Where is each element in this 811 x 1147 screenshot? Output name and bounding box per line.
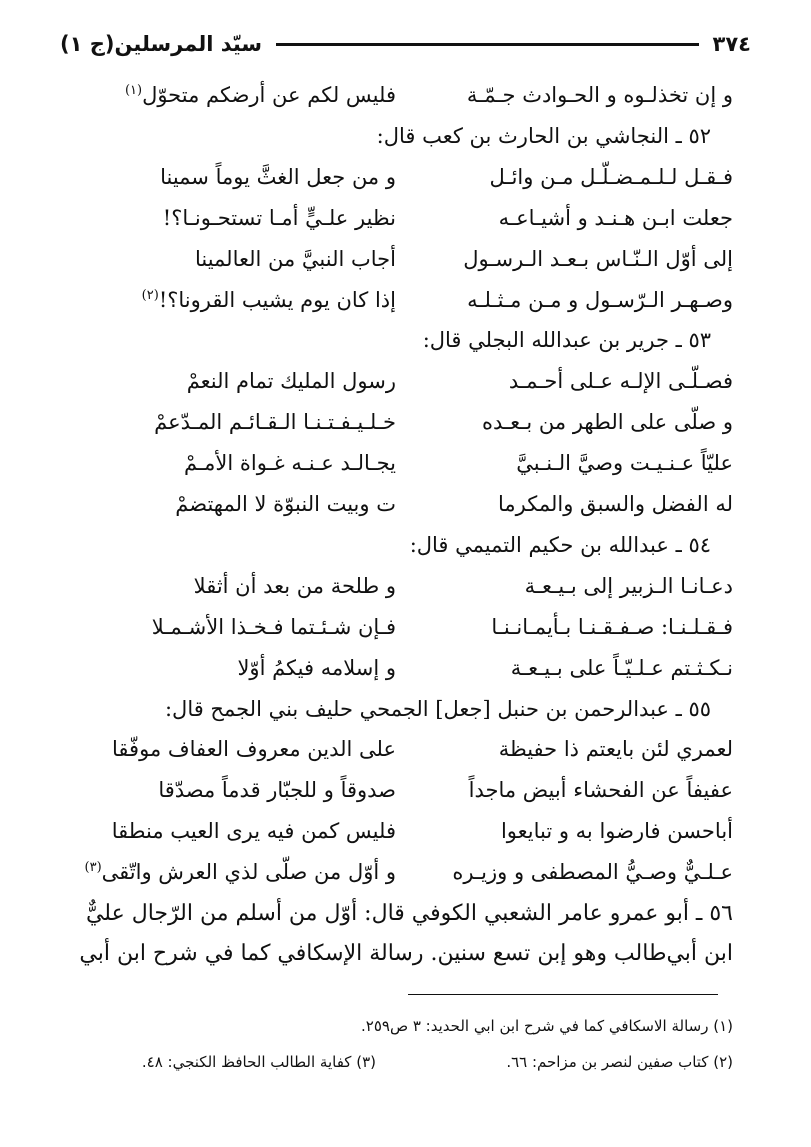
verse-line bbox=[70, 647, 733, 689]
verse-second-text: و طلحة من بعد أن أثقلا bbox=[193, 573, 396, 598]
prose-line: ابن أبي‌طالب وهو إبن تسع سنين. رسالة الإسكافي كما في شرح ابن أبي bbox=[79, 941, 733, 967]
verse-first-hemistich: وصـهـر الـرّسـول و مـن مـثـلـه bbox=[467, 287, 733, 312]
verse-second-text: صدوقاً و للجبّار قدماً مصدّقا bbox=[158, 778, 396, 803]
book-title: سيّد المرسلين(ج ١) bbox=[60, 32, 263, 56]
verse-second-hemistich bbox=[70, 206, 448, 230]
verse-line bbox=[70, 279, 733, 321]
verse-second-hemistich bbox=[70, 492, 448, 516]
verse-line bbox=[70, 156, 733, 198]
verse-second-hemistich bbox=[70, 656, 448, 680]
footnote-separator bbox=[408, 994, 718, 995]
verse-second-text: خـلـيـفـتـنـا الـقـائـم المـدّعمْ bbox=[154, 410, 396, 435]
verse-second-hemistich bbox=[70, 574, 448, 598]
verse-first-hemistich: إلى أوّل الـنّـاس بـعـد الـرسـول bbox=[463, 246, 733, 271]
verse-second-text: فليس كمن فيه يرى العيب منطقا bbox=[111, 819, 396, 844]
footnote-marker: (٣) bbox=[84, 860, 102, 876]
verse-line bbox=[70, 483, 733, 525]
verse-first-hemistich: نـكـثـتم عـلـيّـاً على بـيـعـة bbox=[510, 655, 733, 680]
footnote-marker: (٢) bbox=[141, 287, 159, 303]
page-number: ٣٧٤ bbox=[712, 32, 751, 56]
verse-line bbox=[70, 197, 733, 239]
verse-second-hemistich bbox=[70, 615, 448, 639]
verse-line bbox=[70, 810, 733, 852]
verse-second-hemistich bbox=[70, 451, 448, 475]
verse-second-text: ت وبيت النبوّة لا المهتضمْ bbox=[175, 492, 396, 516]
verse-first-hemistich: فـقـل لـلـمـضـلّـل مـن وائـل bbox=[489, 164, 733, 189]
verse-second-hemistich bbox=[70, 737, 448, 761]
verse-first-hemistich: أباحسن فارضوا به و تبايعوا bbox=[500, 819, 733, 844]
verse-first-hemistich: دعـانـا الـزبير إلى بـيـعـة bbox=[524, 573, 733, 598]
verse-second-text: على الدين معروف العفاف موفّقا bbox=[112, 737, 396, 762]
prose-line: ٥٦ ـ أبو عمرو عامر الشعبي الكوفي قال: أوّل من أسلم من الرّجال عليٌّ bbox=[85, 900, 733, 926]
verse-second-hemistich bbox=[70, 410, 448, 434]
verse-second-hemistich bbox=[70, 369, 448, 393]
verse-second-hemistich bbox=[70, 83, 448, 107]
verse-line bbox=[70, 360, 733, 402]
poet-heading: ٥٣ ـ جرير بن عبدالله البجلي قال: bbox=[422, 328, 711, 353]
page-header bbox=[60, 24, 751, 64]
verse-first-hemistich: و صلّى على الطهر من بـعـده bbox=[481, 410, 733, 435]
verse-second-hemistich bbox=[70, 165, 448, 189]
header-rule bbox=[276, 43, 698, 46]
verse-second-text: و من جعل الغثَّ يوماً سمينا bbox=[160, 164, 396, 189]
verse-first-hemistich: عليّاً عـنـيـت وصيَّ الـنـبيَّ bbox=[516, 451, 733, 476]
poet-heading: ٥٥ ـ عبدالرحمن بن حنبل [جعل] الجمحي حليف بني الجمح قال: bbox=[164, 696, 711, 721]
footnote-2: (٢) كتاب صفين لنصر بن مزاحم: ٦٦. bbox=[506, 1053, 733, 1071]
verse-second-text: أجاب النبيَّ من العالمينا bbox=[194, 246, 396, 271]
verse-first-hemistich: عـلـيٌّ وصـيُّ المصطفى و وزيـره bbox=[452, 860, 733, 885]
verse-second-text: إذا كان يوم يشيب القرونا؟! bbox=[158, 287, 396, 312]
verse-second-hemistich bbox=[70, 860, 448, 884]
verse-line bbox=[70, 74, 733, 116]
verse-line bbox=[70, 565, 733, 607]
verse-second-text: رسول المليك تمام النعمْ bbox=[186, 369, 396, 394]
verse-second-hemistich bbox=[70, 247, 448, 271]
footnote-3: (٣) كفاية الطالب الحافظ الكنجي: ٤٨. bbox=[141, 1053, 376, 1071]
verse-line bbox=[70, 606, 733, 648]
verse-first-hemistich: جعلت ابـن هـنـد و أشيـاعـه bbox=[498, 205, 733, 230]
verse-second-text: فـإن شـئـتما فـخـذا الأشـمـلا bbox=[151, 614, 396, 639]
verse-first-hemistich: و إن تخذلـوه و الحـوادث جـمّـة bbox=[466, 83, 733, 107]
verse-line bbox=[70, 401, 733, 443]
poet-heading: ٥٤ ـ عبدالله بن حكيم التميمي قال: bbox=[409, 532, 711, 557]
verse-first-hemistich: فصـلّـى الإلـه عـلى أحـمـد bbox=[508, 369, 733, 394]
verse-second-hemistich bbox=[70, 778, 448, 802]
verse-line bbox=[70, 238, 733, 280]
footnote-marker: (١) bbox=[124, 83, 143, 98]
footnote-1: (١) رسالة الاسكافي كما في شرح ابن ابي الحديد: ٣ ص٢٥٩. bbox=[360, 1017, 733, 1035]
verse-line bbox=[70, 769, 733, 811]
verse-first-hemistich: عفيفاً عن الفحشاء أبيض ماجداً bbox=[468, 778, 733, 803]
verse-line bbox=[70, 442, 733, 484]
verse-line bbox=[70, 728, 733, 770]
verse-first-hemistich: لعمري لئن بايعتم ذا حفيظة bbox=[498, 737, 733, 762]
verse-second-text: يجـالـد عـنـه غـواة الأمـمْ bbox=[184, 451, 396, 476]
verse-second-hemistich bbox=[70, 288, 448, 312]
verse-second-text: فليس لكم عن أرضكم متحوّل bbox=[142, 83, 396, 107]
verse-second-hemistich bbox=[70, 819, 448, 843]
verse-second-text: نظير علـيٍّ أمـا تستحـونـا؟! bbox=[162, 205, 396, 230]
poet-heading: ٥٢ ـ النجاشي بن الحارث بن كعب قال: bbox=[376, 123, 711, 148]
verse-first-hemistich: فـقـلـنـا: صـفـقـنـا بـأيمـانـنـا bbox=[491, 614, 733, 639]
verse-first-hemistich: له الفضل والسبق والمكرما bbox=[498, 492, 733, 516]
verse-second-text: و أوّل من صلّى لذي العرش واتّقى bbox=[101, 860, 396, 885]
verse-second-text: و إسلامه فيكمُ أوّلا bbox=[237, 655, 396, 680]
verse-line bbox=[70, 851, 733, 893]
